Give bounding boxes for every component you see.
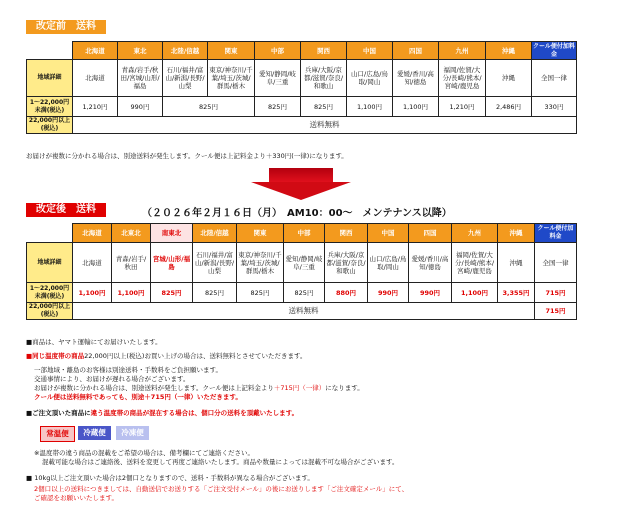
before-region-cell: 東京/神奈川/千葉/埼玉/茨城/群馬/栃木	[208, 60, 255, 97]
before-region-cell: 福岡/佐賀/大分/長崎/熊本/宮崎/鹿児島	[439, 60, 486, 97]
after-header-cell: 中部	[284, 224, 325, 243]
before-header-cell: 中国	[347, 42, 393, 60]
after-price-cell: 825円	[284, 283, 325, 303]
before-cool-header: クール便付加料金	[533, 42, 575, 58]
note-cool-fee: ＋715円（一律）	[273, 384, 326, 392]
note-split-delivery	[34, 384, 364, 393]
before-header-cell: 沖縄	[486, 42, 532, 60]
after-region-cell: 山口/広島/鳥取/岡山	[368, 243, 409, 283]
before-region-cell: 山口/広島/鳥取/岡山	[347, 60, 393, 97]
note-mixed-temp	[26, 409, 298, 418]
note-10kg: ■ 10kg以上ご注文頂いた場合は2個口となりますので、送料・手数料が異なる場合がございます。	[26, 474, 314, 482]
note-mixed-warning: 違う温度帯の商品が混在する場合は、個口分の送料を頂戴いたします。	[90, 409, 299, 417]
before-region-cell: 全国一律	[532, 60, 577, 97]
after-region-cell: 全国一律	[535, 243, 577, 283]
after-region-cell: 沖縄	[498, 243, 535, 283]
before-price-cell: 330円	[532, 97, 577, 117]
before-region-cell: 愛知/静岡/岐阜/三重	[255, 60, 301, 97]
before-price-cell: 1,210円	[73, 97, 118, 117]
after-region-cell: 福岡/佐賀/大分/長崎/熊本/宮崎/鹿児島	[452, 243, 498, 283]
after-row2-label: 22,000円以上(税込)	[27, 303, 73, 320]
before-header-cell: 北陸/信越	[163, 42, 208, 60]
after-region-label: 地域詳細	[27, 243, 73, 283]
after-header-row	[27, 224, 577, 243]
after-price-cell: 825円	[237, 283, 284, 303]
before-header-row	[27, 42, 577, 60]
after-date-note: （２０２６年２月１６日（月） AM10：00～ メンテナンス以降）	[142, 208, 452, 219]
after-fee-table	[26, 223, 577, 320]
before-region-cell: 北海道	[73, 60, 118, 97]
before-header-cell: 関東	[208, 42, 255, 60]
badge-normal-temp: 常温便	[40, 426, 75, 442]
before-price-row	[27, 97, 577, 117]
note-free-shipping	[26, 352, 306, 361]
after-price-cell: 880円	[325, 283, 368, 303]
before-price-cell: 1,100円	[347, 97, 393, 117]
after-row1-label: 1～22,000円未満(税込)	[27, 283, 73, 303]
before-header-cell: 九州	[439, 42, 486, 60]
after-price-cell: 990円	[368, 283, 409, 303]
note-split-end: になります。	[325, 384, 364, 392]
note-mixed-contact: 混載可能な場合はご連絡後、送料を変更して再度ご連絡いたします。商品や数量によっては混載不可な場合がございます。	[42, 458, 399, 466]
after-region-cell: 愛知/静岡/岐阜/三重	[284, 243, 325, 283]
note-free-threshold: 22,000円以上(税込)お買い上げの場合は、送料無料とさせていただきます。	[84, 352, 307, 360]
before-header-cell: 四国	[393, 42, 439, 60]
after-header-cell: 九州	[452, 224, 498, 243]
after-header-cell: 四国	[409, 224, 452, 243]
before-header-cell: 中部	[255, 42, 301, 60]
badge-refrigerated: 冷蔵便	[78, 426, 111, 440]
after-price-row	[27, 283, 577, 303]
before-region-cell: 兵庫/大阪/京都/滋賀/奈良/和歌山	[301, 60, 347, 97]
after-price-cell: 1,100円	[73, 283, 112, 303]
after-price-cell: 990円	[409, 283, 452, 303]
after-header-cell: 関西	[325, 224, 368, 243]
before-region-label: 地域詳細	[27, 60, 73, 97]
after-region-cell: 愛媛/香川/高知/徳島	[409, 243, 452, 283]
after-header-cell: 北海道	[73, 224, 112, 243]
after-region-row	[27, 243, 577, 283]
after-header-cell: 関東	[237, 224, 284, 243]
note-yamato: ■商品は、ヤマト運輸にてお届けいたします。	[26, 338, 162, 346]
after-region-cell: 東京/神奈川/千葉/埼玉/茨城/群馬/栃木	[237, 243, 284, 283]
note-split-text: お届けが複数に分かれる場合は、別途送料が発生します。クール便は上記料金より	[34, 384, 274, 392]
before-note: お届けが複数に分かれる場合は、別途送料が発生します。クール便は上記料金より＋330円(一律)になります。	[26, 152, 348, 160]
after-tag: 改定後 送料	[26, 203, 106, 217]
before-price-cell: 1,210円	[439, 97, 486, 117]
note-mixed-prefix: ■ご注文頂いた商品に	[26, 409, 91, 417]
after-price-cell: 1,100円	[112, 283, 151, 303]
before-region-cell: 青森/岩手/秋田/宮城/山形/福島	[118, 60, 163, 97]
note-confirm: ご確認をお願いいたします。	[34, 494, 118, 502]
before-header-cell: 関西	[301, 42, 347, 60]
before-row1-label: 1～22,000円未満(税込)	[27, 97, 73, 117]
note-multi-package: 2個口以上の送料につきましては、自動送信でお送りする「ご注文受付メール」の後にお送りします「ご注文確定メール」にて、	[34, 485, 409, 493]
before-region-cell: 沖縄	[486, 60, 532, 97]
after-cool-header: クール便付加料金	[535, 224, 577, 243]
before-header-cell: 東北	[118, 42, 163, 60]
before-region-cell: 石川/福井/富山/新潟/長野/山梨	[163, 60, 208, 97]
after-price-cell: 3,355円	[498, 283, 535, 303]
after-header-cell: 北陸/信越	[193, 224, 237, 243]
before-fee-table	[26, 41, 577, 134]
after-price-cell: 1,100円	[452, 283, 498, 303]
before-header-cell: 北海道	[73, 42, 118, 60]
after-region-cell: 石川/福井/富山/新潟/長野/山梨	[193, 243, 237, 283]
after-region-cell-new: 宮城/山形/福島	[151, 243, 193, 283]
before-tag: 改定前 送料	[26, 20, 106, 34]
after-region-cell: 青森/岩手/秋田	[112, 243, 151, 283]
before-free-row	[27, 117, 577, 134]
after-header-cell: 中国	[368, 224, 409, 243]
note-same-temp: ■同じ温度帯の商品	[26, 352, 85, 360]
after-region-cell: 兵庫/大阪/京都/滋賀/奈良/和歌山	[325, 243, 368, 283]
before-region-cell: 愛媛/香川/高知/徳島	[393, 60, 439, 97]
note-remote-areas: 一部地域・離島のお客様は別途送料・手数料をご負担願います。	[34, 366, 222, 374]
before-free-cell: 送料無料	[73, 117, 577, 134]
before-price-cell: 2,486円	[486, 97, 532, 117]
after-price-cell: 825円	[193, 283, 237, 303]
after-header-cell: 北東北	[112, 224, 151, 243]
after-header-cell: 沖縄	[498, 224, 535, 243]
after-free-row	[27, 303, 577, 320]
before-price-cell: 825円	[301, 97, 347, 117]
down-arrow-head-icon	[251, 182, 351, 200]
note-mixed-request: ※温度帯の違う商品の混載をご希望の場合は、備考欄にてご連絡ください。	[34, 449, 254, 457]
before-price-cell: 1,100円	[393, 97, 439, 117]
before-row2-label: 22,000円以上(税込)	[27, 117, 73, 134]
after-free-cell: 送料無料	[73, 303, 535, 320]
badge-frozen: 冷凍便	[116, 426, 149, 440]
note-traffic: 交通事情により、お届けが遅れる場合がございます。	[34, 375, 190, 383]
after-price-cell: 825円	[151, 283, 193, 303]
note-cool-always: クール便は送料無料であっても、別途＋715円（一律）いただきます。	[34, 393, 242, 401]
after-header-cell-new: 南東北	[151, 224, 193, 243]
before-region-row	[27, 60, 577, 97]
before-price-cell: 990円	[118, 97, 163, 117]
after-price-cell: 715円	[535, 283, 577, 303]
after-cool-free-cell: 715円	[535, 303, 577, 320]
after-region-cell: 北海道	[73, 243, 112, 283]
before-price-cell: 825円	[255, 97, 301, 117]
before-price-cell: 825円	[163, 97, 255, 117]
down-arrow-icon	[269, 168, 333, 182]
